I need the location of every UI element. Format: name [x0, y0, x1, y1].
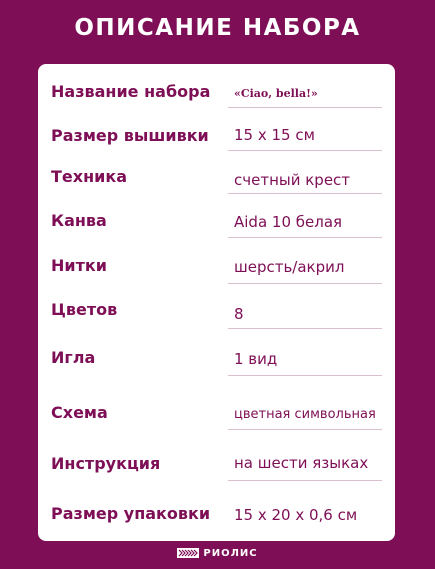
- spec-value-package: 15 х 20 х 0,6 см: [234, 506, 358, 524]
- spec-row-threads: [38, 256, 395, 286]
- riolis-logo-icon: [177, 548, 199, 558]
- spec-divider: [228, 150, 382, 151]
- spec-value-threads: шерсть/акрил: [234, 258, 345, 276]
- spec-value-technique: счетный крест: [234, 171, 351, 189]
- spec-label-instructions: Инструкция: [51, 454, 161, 473]
- spec-value-needle: 1 вид: [234, 350, 278, 368]
- spec-row-package: [38, 504, 395, 534]
- spec-label-chart: Схема: [51, 403, 108, 422]
- spec-label-threads: Нитки: [51, 256, 107, 275]
- brand-footer: [0, 547, 435, 561]
- spec-divider: [228, 375, 382, 376]
- spec-row-kit-name: [38, 80, 395, 110]
- spec-value-colors: 8: [234, 305, 244, 323]
- spec-divider: [228, 429, 382, 430]
- spec-label-technique: Техника: [51, 167, 128, 186]
- specs-card: [38, 64, 395, 541]
- spec-label-needle: Игла: [51, 348, 96, 367]
- brand-name: РИОЛИС: [203, 548, 258, 559]
- spec-value-canvas: Aida 10 белая: [234, 213, 343, 231]
- spec-row-needle: [38, 348, 395, 378]
- spec-divider: [228, 283, 382, 284]
- spec-divider: [228, 328, 382, 329]
- page-title: ОПИСАНИЕ НАБОРА: [74, 15, 361, 41]
- spec-label-kit-name: Название набора: [51, 82, 211, 101]
- spec-value-size: 15 х 15 см: [234, 126, 315, 144]
- spec-divider: [228, 107, 382, 108]
- spec-divider: [228, 480, 382, 481]
- spec-label-canvas: Канва: [51, 211, 107, 230]
- spec-row-colors: [38, 300, 395, 330]
- spec-label-package: Размер упаковки: [51, 504, 211, 523]
- spec-divider: [228, 237, 382, 238]
- spec-divider: [228, 193, 382, 194]
- spec-label-size: Размер вышивки: [51, 126, 209, 145]
- spec-value-chart: цветная символьная: [234, 407, 376, 422]
- spec-row-instructions: [38, 452, 395, 482]
- spec-value-kit-name: «Ciao, bella!»: [234, 87, 318, 100]
- spec-label-colors: Цветов: [51, 300, 118, 319]
- spec-value-instructions: на шести языках: [234, 454, 369, 472]
